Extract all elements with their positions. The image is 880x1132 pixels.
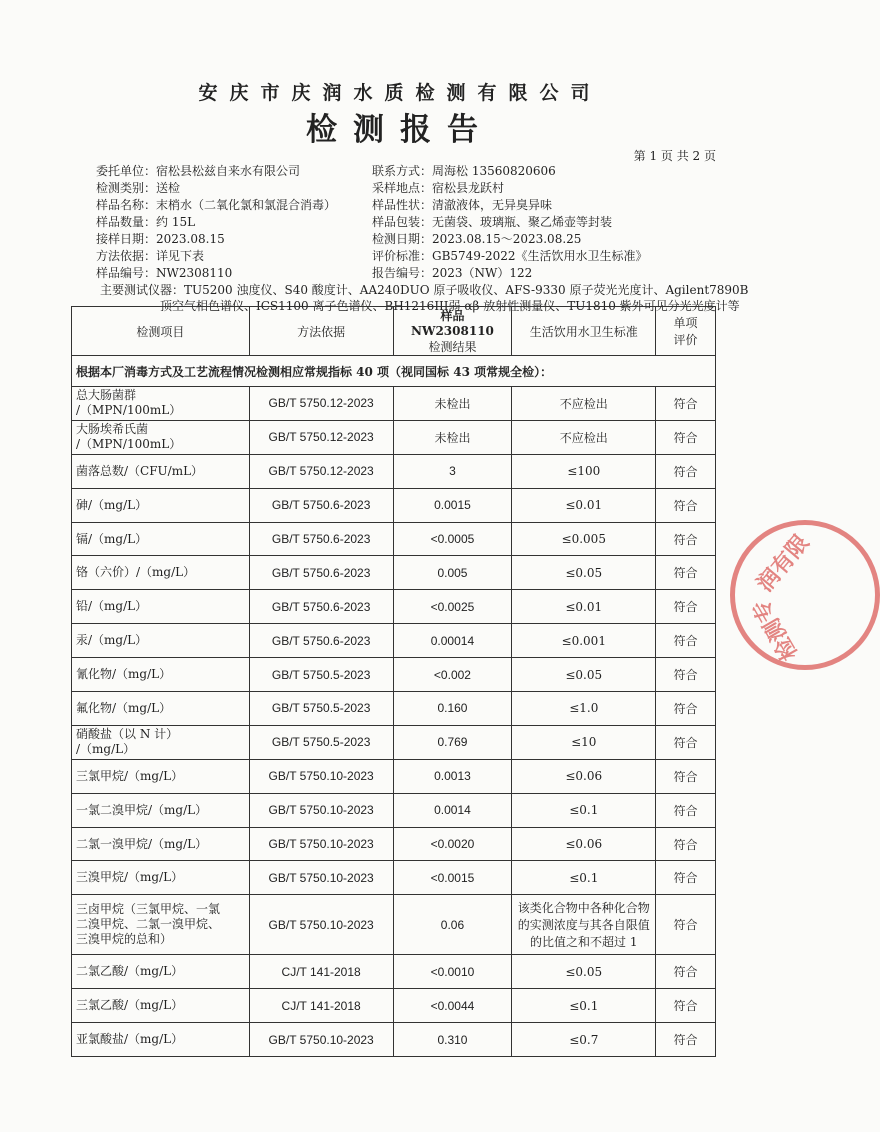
cell-limit: ≤0.06 <box>512 827 656 861</box>
client: 委托单位：宿松县松兹自来水有限公司 <box>96 164 301 178</box>
cell-result: 0.06 <box>393 895 512 955</box>
cell-eval: 符合 <box>656 725 716 759</box>
header-standard: 生活饮用水卫生标准 <box>512 307 656 356</box>
cell-eval: 符合 <box>656 861 716 895</box>
cell-result: 0.310 <box>393 1023 512 1057</box>
table-row <box>72 590 716 624</box>
cell-result: <0.002 <box>393 658 512 692</box>
red-seal-stamp <box>730 520 880 670</box>
cell-limit: 该类化合物中各种化合物 的实测浓度与其各自限值 的比值之和不超过 1 <box>512 895 656 955</box>
cell-result: <0.0005 <box>393 522 512 556</box>
cell-eval: 符合 <box>656 556 716 590</box>
cell-item: 氟化物/（mg/L） <box>72 692 250 726</box>
table-row <box>72 522 716 556</box>
sample-no: 样品编号：NW2308110 <box>96 266 233 280</box>
cell-method: GB/T 5750.10-2023 <box>249 861 393 895</box>
cell-eval: 符合 <box>656 624 716 658</box>
cell-eval: 符合 <box>656 955 716 989</box>
cell-item: 砷/（mg/L） <box>72 488 250 522</box>
header-eval <box>656 307 716 356</box>
cell-item: 铬（六价）/（mg/L） <box>72 556 250 590</box>
cell-item: 总大肠菌群 /（MPN/100mL） <box>72 387 250 421</box>
cell-result: 0.0013 <box>393 759 512 793</box>
cell-eval: 符合 <box>656 488 716 522</box>
cell-item: 三溴甲烷/（mg/L） <box>72 861 250 895</box>
cell-method: GB/T 5750.5-2023 <box>249 725 393 759</box>
cell-method: GB/T 5750.6-2023 <box>249 590 393 624</box>
cell-eval: 符合 <box>656 793 716 827</box>
cell-limit: ≤0.05 <box>512 556 656 590</box>
quantity: 样品数量：约 15L <box>96 215 196 229</box>
instruments-line1: 主要测试仪器：TU5200 浊度仪、S40 酸度计、AA240DUO 原子吸收仪、AFS-9330 原子荧光光度计、Agilent7890B <box>100 283 749 297</box>
header-eval-line2: 评价 <box>673 333 698 347</box>
method: 方法依据：详见下表 <box>96 249 205 263</box>
cell-method: GB/T 5750.10-2023 <box>249 793 393 827</box>
header-item: 检测项目 <box>72 307 250 356</box>
cell-eval: 符合 <box>656 454 716 488</box>
cell-limit: ≤1.0 <box>512 692 656 726</box>
cell-eval: 符合 <box>656 590 716 624</box>
cell-method: GB/T 5750.10-2023 <box>249 1023 393 1057</box>
cell-item: 三氯乙酸/（mg/L） <box>72 989 250 1023</box>
cell-item: 二氯一溴甲烷/（mg/L） <box>72 827 250 861</box>
test-date: 检测日期：2023.08.15～2023.08.25 <box>372 232 582 246</box>
cell-method: GB/T 5750.10-2023 <box>249 895 393 955</box>
cell-method: GB/T 5750.5-2023 <box>249 692 393 726</box>
cell-limit: ≤0.01 <box>512 488 656 522</box>
table-row <box>72 488 716 522</box>
package: 样品包装：无菌袋、玻璃瓶、聚乙烯壶等封装 <box>372 215 613 229</box>
table-row <box>72 556 716 590</box>
cell-limit: ≤0.1 <box>512 793 656 827</box>
cell-limit: ≤0.1 <box>512 989 656 1023</box>
location: 采样地点：宿松县龙跃村 <box>372 181 505 195</box>
cell-item: 亚氯酸盐/（mg/L） <box>72 1023 250 1057</box>
cell-limit: ≤0.05 <box>512 955 656 989</box>
cell-eval: 符合 <box>656 420 716 454</box>
cell-limit: ≤0.005 <box>512 522 656 556</box>
report-title: 检测报告 <box>306 112 494 148</box>
cell-result: 3 <box>393 454 512 488</box>
cell-item: 三卤甲烷（三氯甲烷、一氯 二溴甲烷、二氯一溴甲烷、 三溴甲烷的总和） <box>72 895 250 955</box>
cell-result: <0.0025 <box>393 590 512 624</box>
table-row <box>72 624 716 658</box>
cell-method: GB/T 5750.12-2023 <box>249 387 393 421</box>
table-row <box>72 827 716 861</box>
header-result-line1: 样品 NW2308110 <box>411 309 494 338</box>
table-row <box>72 725 716 759</box>
table-row <box>72 692 716 726</box>
cell-item: 硝酸盐（以 N 计） /（mg/L） <box>72 725 250 759</box>
cell-item: 三氯甲烷/（mg/L） <box>72 759 250 793</box>
table-row <box>72 861 716 895</box>
cell-eval: 符合 <box>656 658 716 692</box>
cell-limit: ≤0.01 <box>512 590 656 624</box>
cell-result: 0.0015 <box>393 488 512 522</box>
header-eval-line1: 单项 <box>673 316 698 330</box>
cell-limit: ≤0.7 <box>512 1023 656 1057</box>
sample-props: 样品性状：清澈液体，无异臭异味 <box>372 198 553 212</box>
cell-item: 菌落总数/（CFU/mL） <box>72 454 250 488</box>
table-header-row <box>72 307 716 356</box>
section-title: 根据本厂消毒方式及工艺流程情况检测相应常规指标 40 项（视同国标 43 项常规全检）： <box>72 356 716 387</box>
cell-limit: 不应检出 <box>512 387 656 421</box>
cell-result: 未检出 <box>393 420 512 454</box>
cell-limit: ≤0.05 <box>512 658 656 692</box>
cell-method: GB/T 5750.10-2023 <box>249 827 393 861</box>
stamp-text-b: 检测专 <box>747 594 804 665</box>
cell-method: GB/T 5750.6-2023 <box>249 522 393 556</box>
cell-limit: ≤0.1 <box>512 861 656 895</box>
table-row <box>72 955 716 989</box>
company-name: 安庆市庆润水质检测有限公司 <box>198 82 602 104</box>
cell-result: 0.160 <box>393 692 512 726</box>
cell-item: 氰化物/（mg/L） <box>72 658 250 692</box>
table-row <box>72 387 716 421</box>
cell-item: 镉/（mg/L） <box>72 522 250 556</box>
header-result-line2: 检测结果 <box>428 340 477 354</box>
cell-method: GB/T 5750.10-2023 <box>249 759 393 793</box>
cell-result: 未检出 <box>393 387 512 421</box>
cell-eval: 符合 <box>656 1023 716 1057</box>
cell-method: CJ/T 141-2018 <box>249 989 393 1023</box>
table-row <box>72 895 716 955</box>
table-row <box>72 989 716 1023</box>
cell-result: 0.00014 <box>393 624 512 658</box>
cell-eval: 符合 <box>656 895 716 955</box>
header-method: 方法依据 <box>249 307 393 356</box>
cell-eval: 符合 <box>656 759 716 793</box>
cell-method: GB/T 5750.6-2023 <box>249 488 393 522</box>
cell-method: GB/T 5750.12-2023 <box>249 420 393 454</box>
section-row <box>72 356 716 387</box>
header-result <box>393 307 512 356</box>
table-row <box>72 1023 716 1057</box>
cell-method: CJ/T 141-2018 <box>249 955 393 989</box>
cell-eval: 符合 <box>656 387 716 421</box>
cell-method: GB/T 5750.5-2023 <box>249 658 393 692</box>
cell-eval: 符合 <box>656 827 716 861</box>
cell-item: 二氯乙酸/（mg/L） <box>72 955 250 989</box>
cell-eval: 符合 <box>656 989 716 1023</box>
contact: 联系方式：周海松 13560820606 <box>372 164 556 178</box>
cell-result: <0.0015 <box>393 861 512 895</box>
cell-eval: 符合 <box>656 692 716 726</box>
cell-result: 0.005 <box>393 556 512 590</box>
cell-result: <0.0020 <box>393 827 512 861</box>
cell-limit: ≤0.001 <box>512 624 656 658</box>
cell-item: 铅/（mg/L） <box>72 590 250 624</box>
cell-method: GB/T 5750.6-2023 <box>249 556 393 590</box>
cell-result: 0.0014 <box>393 793 512 827</box>
stamp-text-a: 润有限 <box>751 529 815 598</box>
table-row <box>72 420 716 454</box>
cell-method: GB/T 5750.12-2023 <box>249 454 393 488</box>
cell-result: <0.0044 <box>393 989 512 1023</box>
table-row <box>72 793 716 827</box>
table-row <box>72 454 716 488</box>
cell-item: 大肠埃希氏菌 /（MPN/100mL） <box>72 420 250 454</box>
sample-name: 样品名称：末梢水（二氧化氯和氯混合消毒） <box>96 198 337 212</box>
standard: 评价标准：GB5749-2022《生活饮用水卫生标准》 <box>372 249 648 263</box>
cell-limit: ≤100 <box>512 454 656 488</box>
cell-item: 一氯二溴甲烷/（mg/L） <box>72 793 250 827</box>
cell-eval: 符合 <box>656 522 716 556</box>
instruments-line2: 顶空气相色谱仪、ICS1100 离子色谱仪、BH1216III弱 αβ 放射性测量仪、TU1810 紫外可见分光光度计等 <box>160 299 740 313</box>
results-table <box>71 306 716 1057</box>
cell-limit: 不应检出 <box>512 420 656 454</box>
cell-result: 0.769 <box>393 725 512 759</box>
cell-result: <0.0010 <box>393 955 512 989</box>
cell-method: GB/T 5750.6-2023 <box>249 624 393 658</box>
table-row <box>72 658 716 692</box>
received-date: 接样日期：2023.08.15 <box>96 232 225 246</box>
cell-limit: ≤0.06 <box>512 759 656 793</box>
cell-limit: ≤10 <box>512 725 656 759</box>
table-row <box>72 759 716 793</box>
cell-item: 汞/（mg/L） <box>72 624 250 658</box>
report-no: 报告编号：2023（NW）122 <box>372 266 533 280</box>
page-number: 第 1 页 共 2 页 <box>633 149 716 163</box>
category: 检测类别：送检 <box>96 181 181 195</box>
